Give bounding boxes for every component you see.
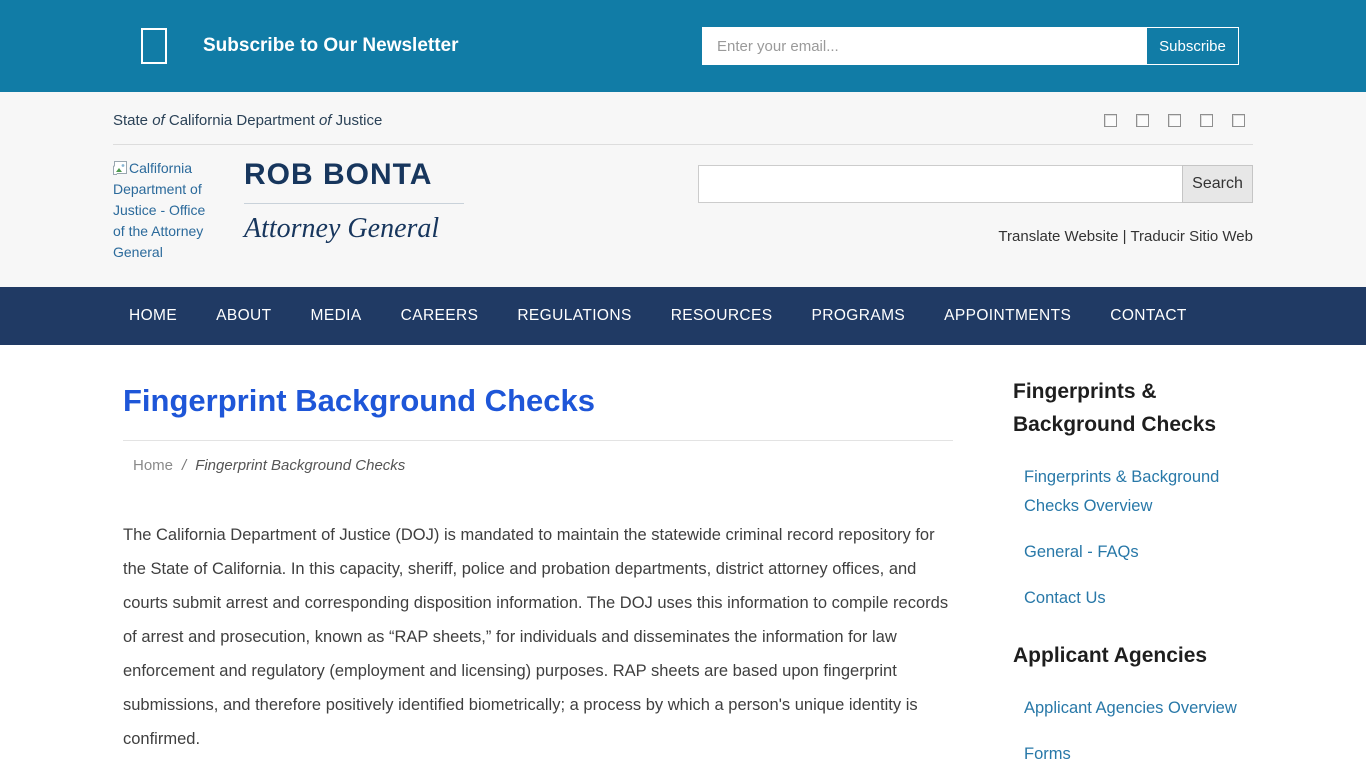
breadcrumb bbox=[123, 457, 953, 474]
page-content bbox=[113, 345, 1253, 768]
tagline-part: State bbox=[113, 112, 153, 129]
attorney-general-name: ROB BONTA bbox=[244, 158, 433, 191]
newsletter-form bbox=[702, 27, 1239, 65]
nav-item-programs[interactable]: PROGRAMS bbox=[811, 307, 906, 324]
sidebar-link-fingerprints-overview[interactable]: Fingerprints & Background Checks Overview bbox=[1024, 468, 1220, 515]
social-icon-placeholder[interactable] bbox=[1232, 114, 1245, 127]
sidebar-links-fingerprints bbox=[1013, 463, 1253, 613]
translate-separator: | bbox=[1118, 228, 1131, 245]
header-top-row bbox=[113, 112, 1253, 129]
nav-inner bbox=[113, 287, 1253, 345]
breadcrumb-home-link[interactable]: Home bbox=[133, 457, 174, 474]
nav-item-appointments[interactable]: APPOINTMENTS bbox=[944, 307, 1072, 324]
sidebar-link-forms[interactable]: Forms bbox=[1024, 745, 1071, 763]
sidebar bbox=[1013, 345, 1253, 768]
nav-item-careers[interactable]: CAREERS bbox=[400, 307, 479, 324]
tagline-of: of bbox=[318, 112, 332, 129]
nav-item-resources[interactable]: RESOURCES bbox=[670, 307, 773, 324]
header-main-row bbox=[113, 158, 1253, 263]
sidebar-link-applicant-agencies-overview[interactable]: Applicant Agencies Overview bbox=[1024, 699, 1237, 717]
main-column bbox=[113, 345, 953, 756]
tagline-of: of bbox=[152, 112, 165, 129]
newsletter-glyph-box-icon bbox=[141, 28, 167, 64]
newsletter-banner-inner bbox=[113, 0, 1253, 92]
sidebar-link-general-faqs[interactable]: General - FAQs bbox=[1024, 543, 1139, 561]
main-navigation bbox=[0, 287, 1366, 345]
header-inner bbox=[113, 92, 1253, 263]
site-header bbox=[0, 92, 1366, 287]
nav-item-media[interactable]: MEDIA bbox=[310, 307, 362, 324]
sidebar-heading-applicant-agencies: Applicant Agencies bbox=[1013, 644, 1208, 667]
broken-image-icon bbox=[113, 160, 128, 174]
nav-item-home[interactable]: HOME bbox=[129, 307, 178, 324]
logo-alt-text: Calfifornia Department of Justice - Office of the Attorney General bbox=[113, 160, 206, 260]
social-icon-placeholder[interactable] bbox=[1168, 114, 1181, 127]
sidebar-link-contact-us[interactable]: Contact Us bbox=[1024, 589, 1106, 607]
social-icon-placeholder[interactable] bbox=[1200, 114, 1213, 127]
newsletter-email-input[interactable] bbox=[702, 27, 1146, 65]
social-icon-placeholder[interactable] bbox=[1104, 114, 1117, 127]
traducir-sitio-link[interactable]: Traducir Sitio Web bbox=[1130, 228, 1253, 245]
intro-paragraph: The California Department of Justice (DOJ) is mandated to maintain the statewide criminal record repository for the State of California. In this capacity, sheriff, police and probation departments, district attorney offices, and courts submit arrest and corresponding disposition information. The DOJ uses this information to compile records of arrest and prosecution, known as “RAP sheets,” for individuals and disseminates the information for law enforcement and regulatory (employment and licensing) purposes. RAP sheets are based upon fingerprint submissions, and therefore positively identified biometrically; a process by which a person's unique identity is confirmed. bbox=[123, 526, 949, 748]
brand-block bbox=[244, 158, 464, 245]
sidebar-heading-fingerprints: Fingerprints & Background Checks bbox=[1013, 380, 1217, 436]
header-divider bbox=[113, 144, 1253, 145]
title-divider bbox=[123, 440, 953, 441]
social-icon-placeholder[interactable] bbox=[1136, 114, 1149, 127]
nav-item-regulations[interactable]: REGULATIONS bbox=[517, 307, 632, 324]
nav-item-contact[interactable]: CONTACT bbox=[1110, 307, 1187, 324]
sidebar-links-applicant-agencies bbox=[1013, 694, 1253, 768]
search-button[interactable]: Search bbox=[1182, 165, 1253, 203]
search-form bbox=[698, 165, 1253, 203]
page-title: Fingerprint Background Checks bbox=[123, 383, 595, 418]
newsletter-title: Subscribe to Our Newsletter bbox=[203, 35, 459, 56]
social-icons-row bbox=[1104, 114, 1245, 127]
header-right-column bbox=[698, 158, 1253, 245]
subscribe-button[interactable]: Subscribe bbox=[1146, 27, 1239, 65]
breadcrumb-separator: / bbox=[182, 457, 187, 474]
doj-logo-broken-image[interactable] bbox=[113, 158, 217, 263]
state-tagline bbox=[113, 112, 382, 129]
brand-divider bbox=[244, 203, 464, 204]
nav-item-about[interactable]: ABOUT bbox=[216, 307, 272, 324]
attorney-general-title: Attorney General bbox=[244, 213, 440, 244]
newsletter-banner bbox=[0, 0, 1366, 92]
search-input[interactable] bbox=[698, 165, 1183, 203]
tagline-part: Justice bbox=[331, 112, 383, 129]
breadcrumb-current: Fingerprint Background Checks bbox=[195, 457, 406, 474]
tagline-part: California Department bbox=[164, 112, 319, 129]
translate-website-link[interactable]: Translate Website bbox=[998, 228, 1119, 245]
translate-row bbox=[698, 228, 1253, 245]
